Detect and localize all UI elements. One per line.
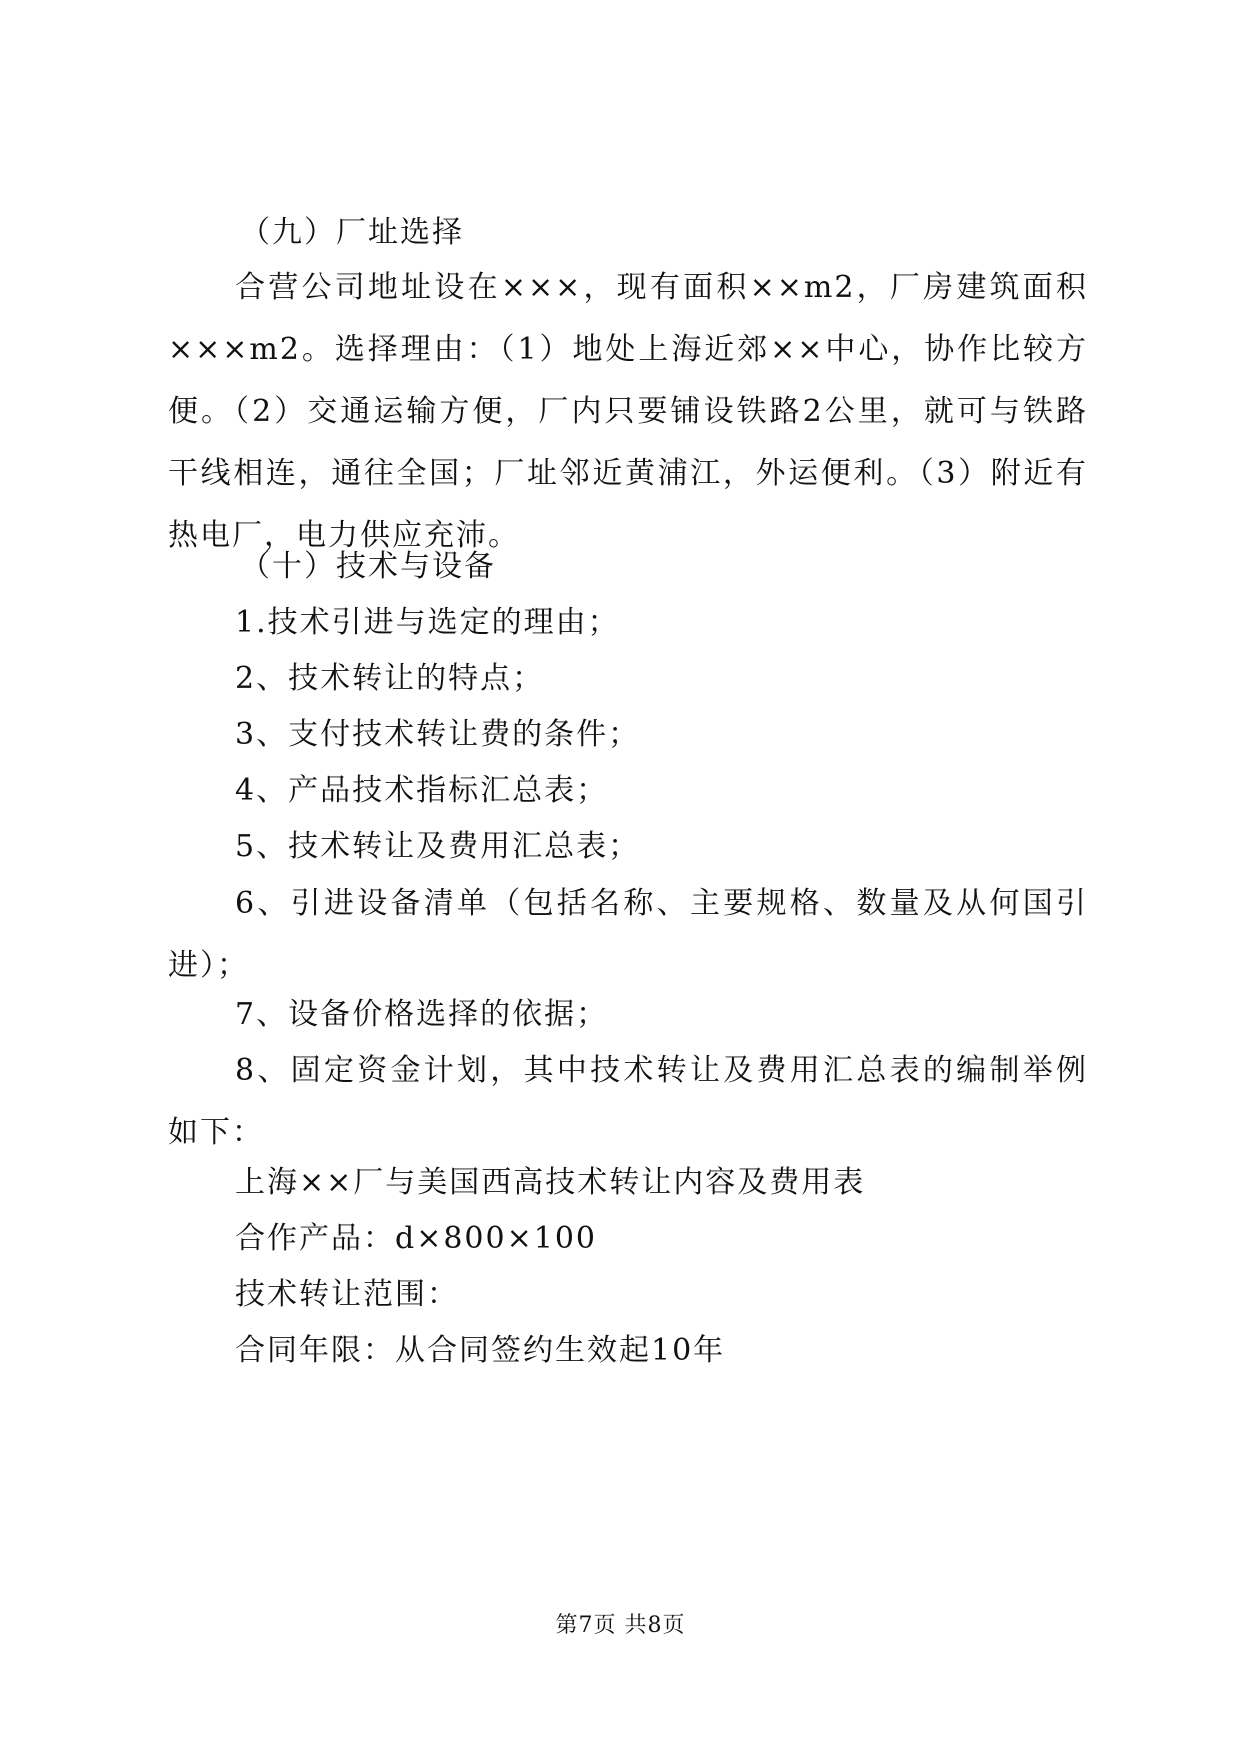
table-title: 上海××厂与美国西高技术转让内容及费用表 (235, 1165, 866, 1200)
section-9-heading: （九）厂址选择 (240, 215, 464, 250)
cooperation-product: 合作产品：d×800×100 (235, 1221, 597, 1256)
transfer-scope: 技术转让范围： (235, 1277, 459, 1312)
list-item-6: 6、引进设备清单（包括名称、主要规格、数量及从何国引进）； (168, 886, 1088, 983)
site-selection-paragraph: 合营公司地址设在×××，现有面积××m2，厂房建筑面积×××m2。选择理由：（1）地处上海近郊××中心，协作比较方便。（2）交通运输方便，厂内只要铺设铁路2公里，就可与铁路干线相连，通往全国；厂址邻近黄浦江，外运便利。（3）附近有热电厂，电力供应充沛。 (168, 270, 1088, 553)
list-item-7: 7、设备价格选择的依据； (235, 997, 609, 1032)
list-item-8: 8、固定资金计划，其中技术转让及费用汇总表的编制举例如下： (168, 1053, 1088, 1150)
contract-term: 合同年限：从合同签约生效起10年 (235, 1333, 726, 1368)
list-item-5: 5、技术转让及费用汇总表； (235, 829, 641, 864)
list-item-4: 4、产品技术指标汇总表； (235, 773, 609, 808)
list-item-3: 3、支付技术转让费的条件； (235, 717, 641, 752)
page-number: 第7页 共8页 (555, 1613, 686, 1638)
list-item-2: 2、技术转让的特点； (235, 661, 545, 696)
list-item-1: 1.技术引进与选定的理由； (235, 605, 620, 640)
section-10-heading: （十）技术与设备 (240, 549, 496, 584)
